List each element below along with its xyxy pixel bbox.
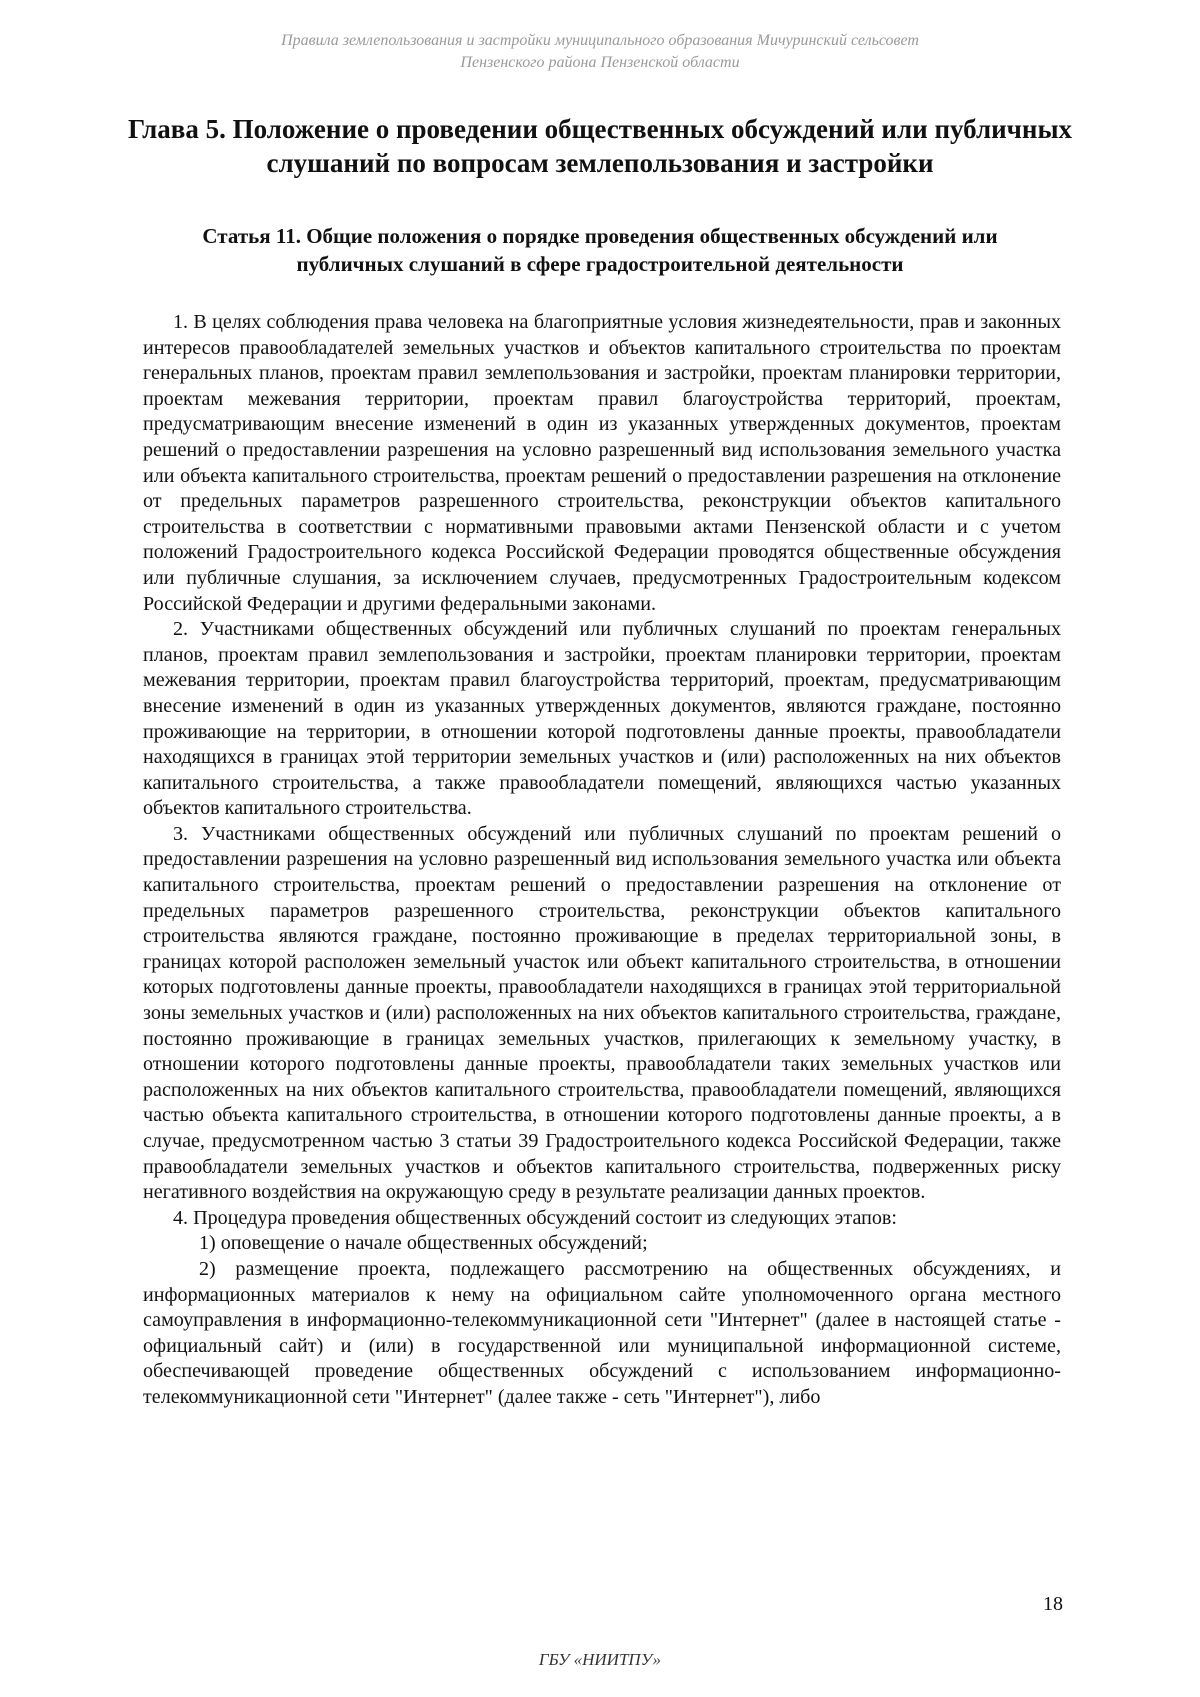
article-title (120, 222, 1080, 278)
subitem-2: 2) размещение проекта, подлежащего рассмотрению на общественных обсуждениях, и информационных материалов к нему на официальном сайте уполномоченного органа местного самоуправления в информационно-телекоммуникационной сети "Интернет" (далее в настоящей статье - официальный сайт) и (или) в государственной или муниципальной информационной системе, обеспечивающей проведение общественных обсуждений с использованием информационно-телекоммуникационной сети "Интернет" (далее также - сеть "Интернет"), либо (143, 1257, 1061, 1408)
page-footer: ГБУ «НИИТПУ» (538, 1650, 662, 1669)
paragraph-4: 4. Процедура проведения общественных обсуждений состоит из следующих этапов: (173, 1206, 897, 1229)
article-title-line-1: Статья 11. Общие положения о порядке проведения общественных обсуждений или (202, 224, 998, 248)
running-header-line-2: Пензенского района Пензенской области (460, 54, 740, 71)
paragraph-3: 3. Участниками общественных обсуждений или публичных слушаний по проектам решений о предоставлении разрешения на условно разрешенный вид использования земельного участка или объекта капитального строительства, проектам решений о предоставлении разрешения на отклонение от предельных параметров разрешенного строительства, реконструкции объектов капитального строительства являются граждане, постоянно проживающие в пределах территориальной зоны, в границах которой расположен земельный участок или объект капитального строительства, в отношении которых подготовлены данные проекты, правообладатели находящихся в границах этой территориальной зоны земельных участков и (или) расположенных на них объектов капитального строительства, граждане, постоянно проживающие в границах земельных участков, прилегающих к земельному участку, в отношении которого подготовлены данные проекты, правообладатели таких земельных участков или расположенных на них объектов капитального строительства, правообладатели помещений, являющихся частью объекта капитального строительства, в отношении которого подготовлены данные проекты, а в случае, предусмотренном частью 3 статьи 39 Градостроительного кодекса Российской Федерации, также правообладатели земельных участков и объектов капитального строительства, подверженных риску негативного воздействия на окружающую среду в результате реализации данных проектов. (143, 822, 1061, 1204)
article-body (143, 310, 1061, 1411)
subitem-1: 1) оповещение о начале общественных обсуждений; (199, 1232, 648, 1255)
chapter-title (110, 112, 1090, 180)
article-title-line-2: публичных слушаний в сфере градостроительной деятельности (296, 252, 904, 276)
paragraph-1: 1. В целях соблюдения права человека на благоприятные условия жизнедеятельности, прав и законных интересов правообладателей земельных участков и объектов капитального строительства по проектам генеральных планов, проектам правил землепользования и застройки, проектам планировки территории, проектам межевания территории, проектам правил благоустройства территорий, проектам, предусматривающим внесение изменений в один из указанных утвержденных документов, проектам решений о предоставлении разрешения на условно разрешенный вид использования земельного участка или объекта капитального строительства, проектам решений о предоставлении разрешения на отклонение от предельных параметров разрешенного строительства, реконструкции объектов капитального строительства в соответствии с нормативными правовыми актами Пензенской области и с учетом положений Градостроительного кодекса Российской Федерации проводятся общественные обсуждения или публичные слушания, за исключением случаев, предусмотренных Градостроительным кодексом Российской Федерации и другими федеральными законами. (143, 311, 1061, 615)
chapter-title-line-1: Глава 5. Положение о проведении общественных обсуждений или публичных (127, 114, 1073, 144)
page-number: 18 (1043, 1593, 1063, 1615)
running-header (130, 30, 1070, 74)
running-header-line-1: Правила землепользования и застройки муниципального образования Мичуринский сельсовет (281, 32, 919, 49)
chapter-title-line-2: слушаний по вопросам землепользования и застройки (266, 148, 934, 178)
paragraph-2: 2. Участниками общественных обсуждений или публичных слушаний по проектам генеральных планов, проектам правил землепользования и застройки, проектам планировки территории, проектам межевания территории, проектам правил благоустройства территорий, проектам, предусматривающим внесение изменений в один из указанных утвержденных документов, являются граждане, постоянно проживающие на территории, в отношении которой подготовлены данные проекты, правообладатели находящихся в границах этой территории земельных участков и (или) расположенных на них объектов капитального строительства, а также правообладатели помещений, являющихся частью указанных объектов капитального строительства. (143, 618, 1061, 820)
